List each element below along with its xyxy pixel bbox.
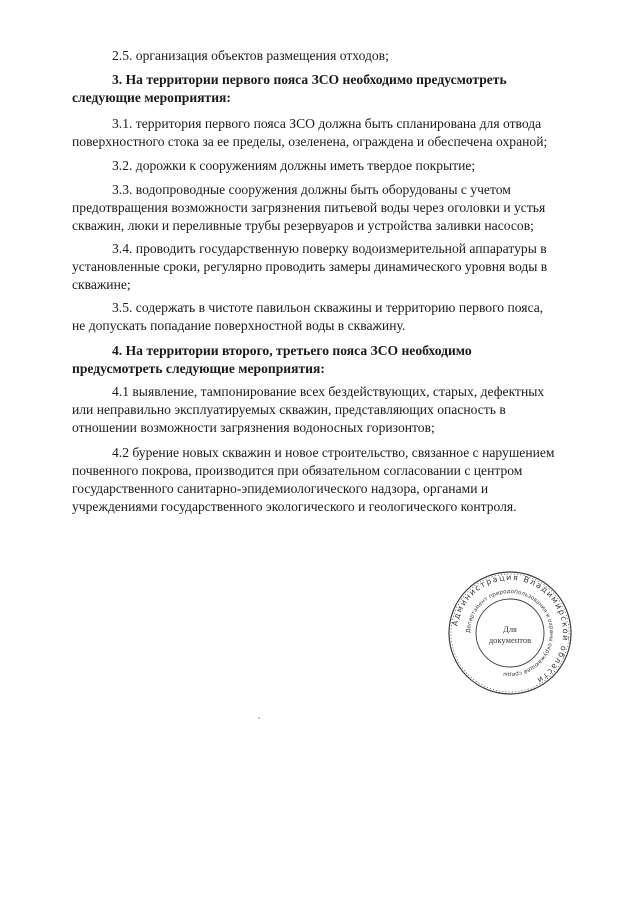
text-line: поверхностного стока за ее пределы, озеленена, ограждена и обеспечена охраной;: [72, 134, 548, 149]
text-line: 4. На территории второго, третьего пояса ЗСО необходимо: [112, 343, 472, 358]
paragraph-4-1: [72, 383, 602, 437]
text-line: 2.5. организация объектов размещения отходов;: [112, 48, 389, 63]
text-line: скважин, люки и переливные трубы резервуаров и устройства заливки насосов;: [72, 218, 534, 233]
text-line: 3.5. содержать в чистоте павильон скважины и территорию первого пояса,: [112, 300, 544, 315]
text-line: 3.1. территория первого пояса ЗСО должна быть спланирована для отвода: [112, 116, 542, 131]
stamp-inner-text: Департамент природопользования и охраны окружающей среды: [465, 588, 555, 678]
text-line: скважине;: [72, 277, 131, 292]
stamp-center-line-2: документов: [488, 635, 532, 645]
paragraph-2-5: [72, 47, 602, 65]
paragraph-3-2: [72, 157, 602, 175]
paragraph-3-4: [72, 240, 602, 294]
paragraph-3-3: [72, 181, 602, 235]
text-line: почвенного покрова, производится при обязательном согласовании с центром: [72, 463, 523, 478]
paragraph-4-2: [72, 444, 602, 516]
heading-section-3: [72, 71, 602, 107]
text-line: государственного санитарно-эпидемиологического надзора, органами и: [72, 481, 489, 496]
text-line: 4.2 бурение новых скважин и новое строительство, связанное с нарушением: [112, 445, 555, 460]
stamp-outer-text: Администрация Владимирской области: [450, 572, 571, 686]
text-line: или неправильно эксплуатируемых скважин, представляющих опасность в: [72, 402, 506, 417]
text-line: отношении возможности загрязнения водоносных горизонтов;: [72, 420, 435, 435]
paragraph-3-1: [72, 115, 602, 151]
text-line: 3. На территории первого пояса ЗСО необходимо предусмотреть: [112, 72, 507, 87]
text-line: следующие мероприятия:: [72, 90, 231, 105]
text-line: 3.3. водопроводные сооружения должны быть оборудованы с учетом: [112, 182, 511, 197]
text-line: 4.1 выявление, тампонирование всех бездействующих, старых, дефектных: [112, 384, 545, 399]
text-line: установленные сроки, регулярно проводить замеры динамического уровня воды в: [72, 259, 548, 274]
stamp-center-line-1: Для: [503, 624, 517, 634]
text-line: предусмотреть следующие мероприятия:: [72, 361, 325, 376]
official-stamp: [447, 570, 573, 696]
text-line: предотвращения возможности загрязнения питьевой воды через оголовки и устья: [72, 200, 546, 215]
heading-section-4: [72, 342, 602, 378]
scan-speck: [258, 717, 260, 719]
text-line: 3.2. дорожки к сооружениям должны иметь твердое покрытие;: [112, 158, 476, 173]
text-line: 3.4. проводить государственную поверку водоизмерительной аппаратуры в: [112, 241, 547, 256]
text-line: не допускать попадание поверхностной воды в скважину.: [72, 318, 406, 333]
text-line: учреждениями государственного экологического и геологического контроля.: [72, 499, 517, 514]
paragraph-3-5: [72, 299, 602, 335]
